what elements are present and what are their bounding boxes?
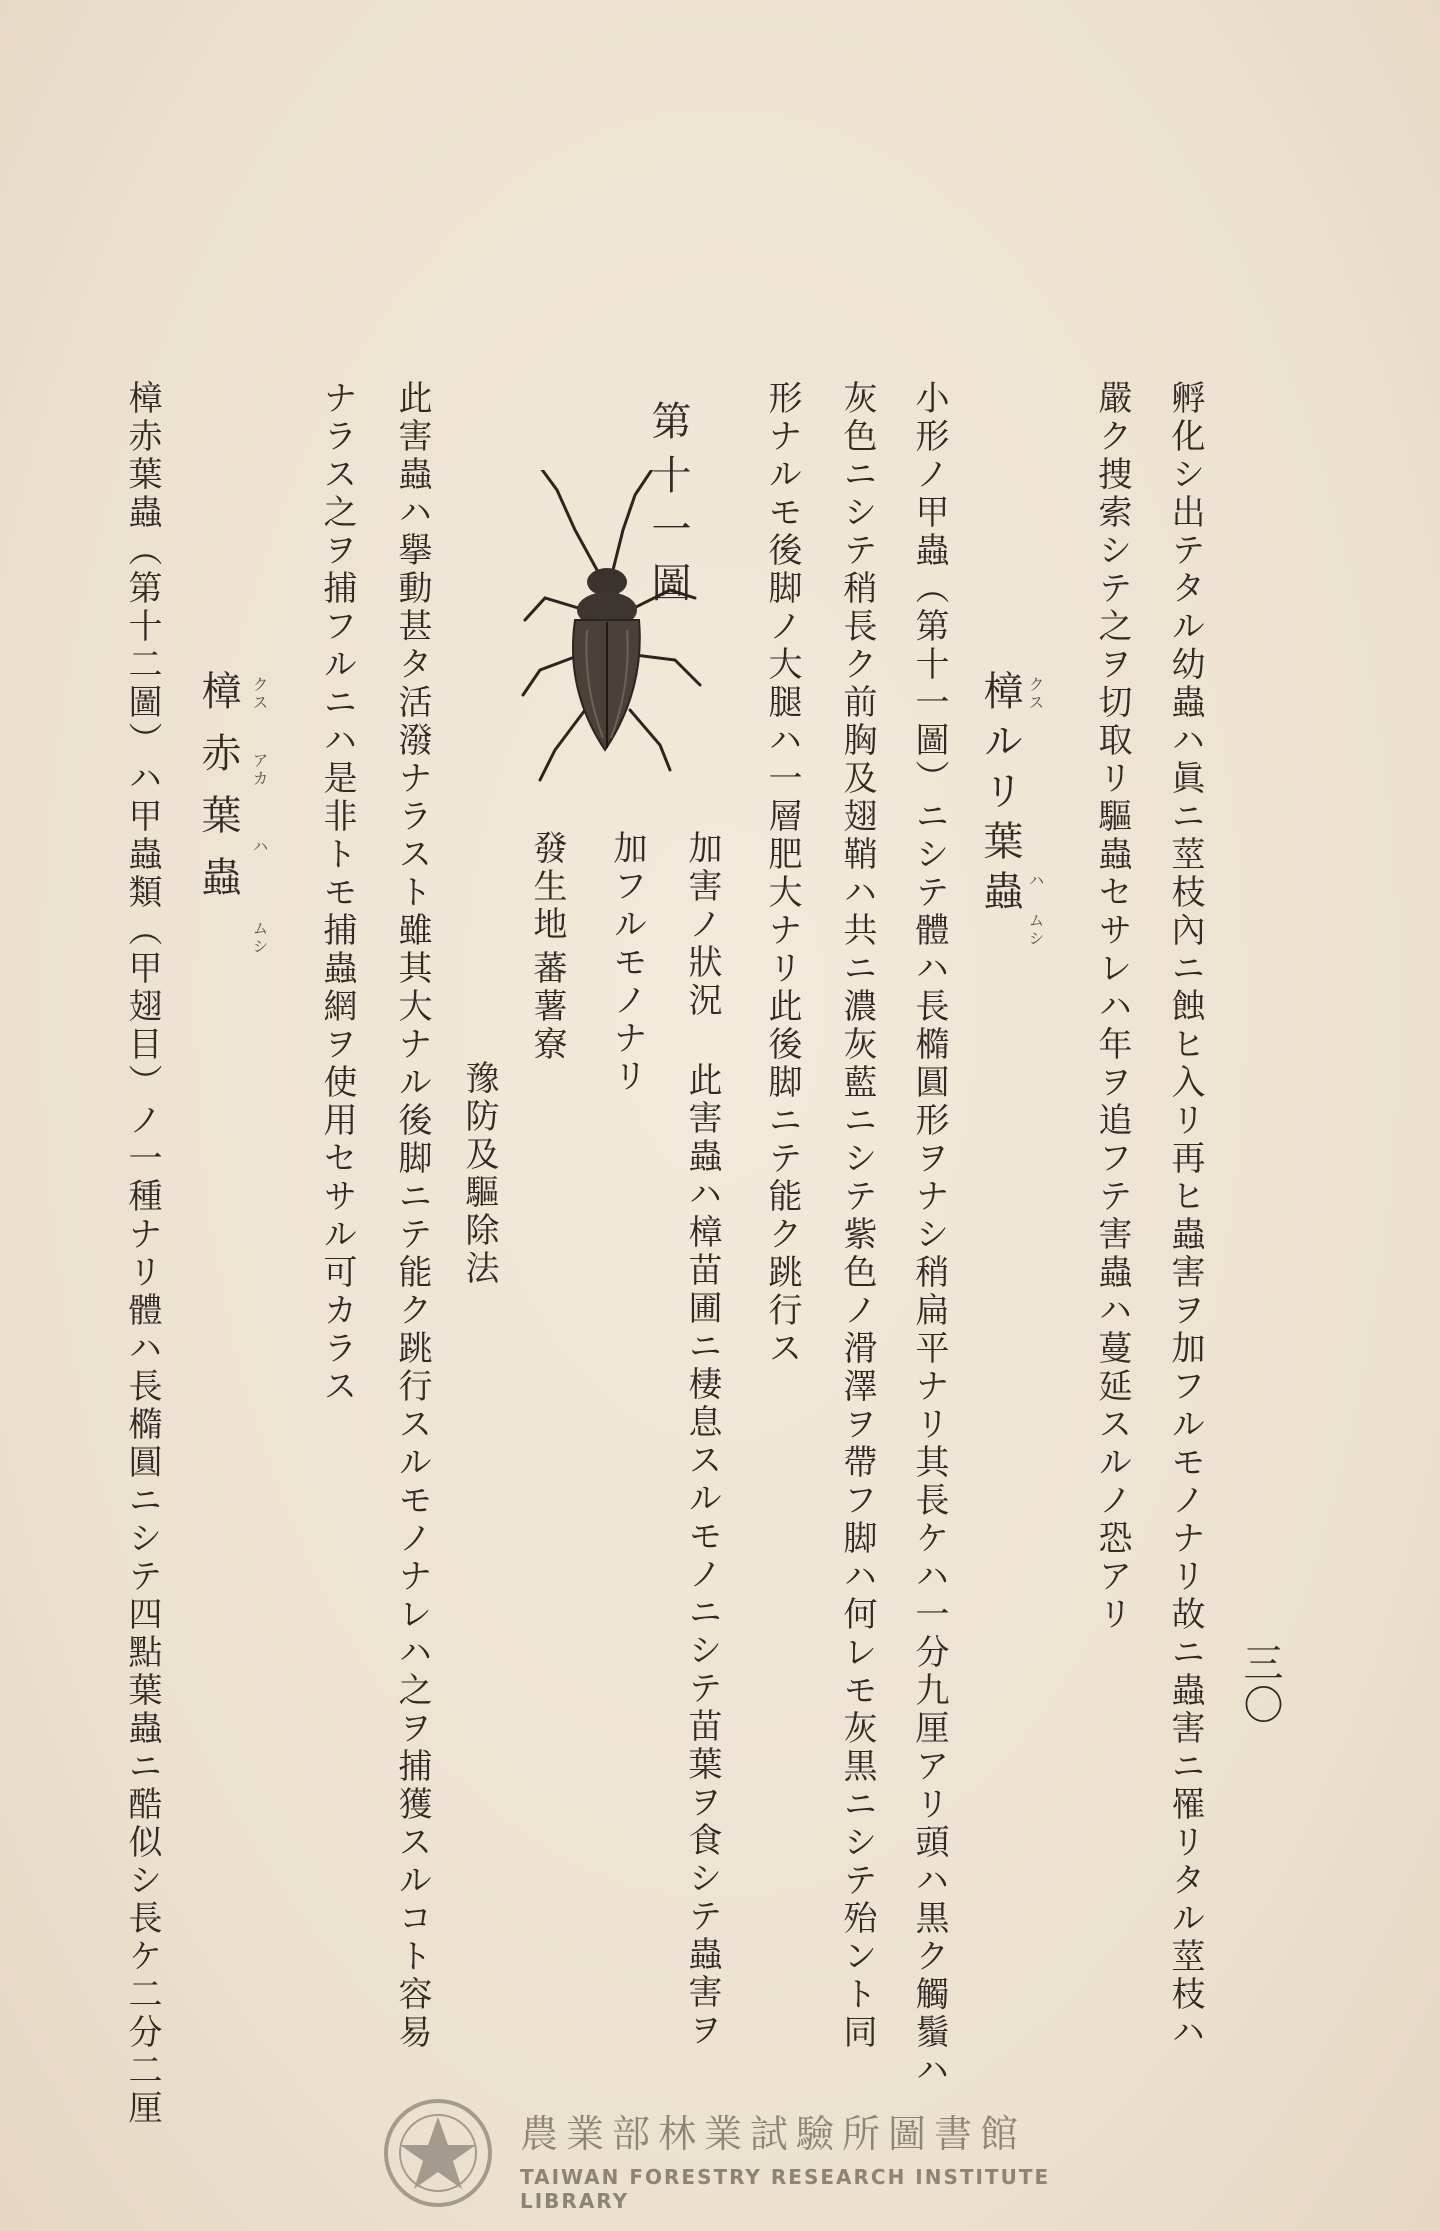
ruby-ha-2: ハ [250,838,269,856]
figure-caption: 第十一圖 [645,400,691,616]
section2-body-1: 樟赤葉蟲（第十二圖）ハ甲蟲類（甲翅目）ノ一種ナリ體ハ長橢圓ニシテ四點葉蟲ニ酷似シ長ケ二分二厘 [122,380,162,2128]
section-title-kusururi-hamushi: 樟ルリ葉蟲 [977,670,1023,920]
intro-column-2: 嚴ク捜索シテ之ヲ切取リ驅蟲セサレハ年ヲ追フテ害蟲ハ蔓延スルノ恐アリ [1092,380,1132,1634]
section1-body-3: 形ナルモ後脚ノ大腿ハ一層肥大ナリ此後脚ニテ能ク跳行ス [762,380,802,1368]
locale-label: 發生地 [527,830,567,944]
ruby-ha: ハ [1026,872,1045,890]
damage-text-1: 此害蟲ハ樟苗圃ニ棲息スルモノニシテ苗葉ヲ食シテ蟲害ヲ [682,1062,722,2050]
ruby-kusu-2: クス [250,676,269,712]
prevention-text-1: 此害蟲ハ擧動甚タ活潑ナラスト雖其大ナル後脚ニテ能ク跳行スルモノナレハ之ヲ捕獲スルコト容易 [392,380,432,2052]
library-watermark [380,2095,1100,2215]
section-title-kusu-akahamushi: 樟赤葉蟲 [195,670,241,918]
ruby-aka: アカ [250,752,269,788]
library-seal-icon [380,2095,496,2211]
prevention-text-2: ナラス之ヲ捕フルニハ是非トモ捕蟲網ヲ使用セサル可カラス [317,380,357,1406]
ruby-mushi-2: ムシ [250,920,269,956]
section1-body-2: 灰色ニシテ稍長ク前胸及翅鞘ハ共ニ濃灰藍ニシテ紫色ノ滑澤ヲ帶フ脚ハ何レモ灰黒ニシテ殆ント同 [837,380,877,2052]
page-number: 三〇 [1237,1642,1283,1726]
intro-column-1: 孵化シ出テタル幼蟲ハ眞ニ莖枝內ニ蝕ヒ入リ再ヒ蟲害ヲ加フルモノナリ故ニ蟲害ニ罹リタル莖枝ハ [1165,380,1205,2052]
prevention-title: 豫防及驅除法 [459,1060,499,1288]
library-name-chinese: 農業部林業試驗所圖書館 [520,2112,1027,2156]
library-name-english: TAIWAN FORESTRY RESEARCH INSTITUTE LIBRARY [520,2165,1051,2213]
ruby-mushi: ムシ [1026,912,1045,948]
section1-body-1: 小形ノ甲蟲（第十一圖）ニシテ體ハ長橢圓形ヲナシ稍扁平ナリ其長ケハ一分九厘アリ頭ハ黒ク觸鬚ハ [909,380,949,2090]
damage-text-2: 加フルモノナリ [607,830,647,1096]
beetle-figure [505,470,705,790]
ruby-kusu: クス [1026,676,1045,712]
locale-value: 蕃薯寮 [527,950,567,1064]
damage-label: 加害ノ狀況 [682,830,722,1020]
